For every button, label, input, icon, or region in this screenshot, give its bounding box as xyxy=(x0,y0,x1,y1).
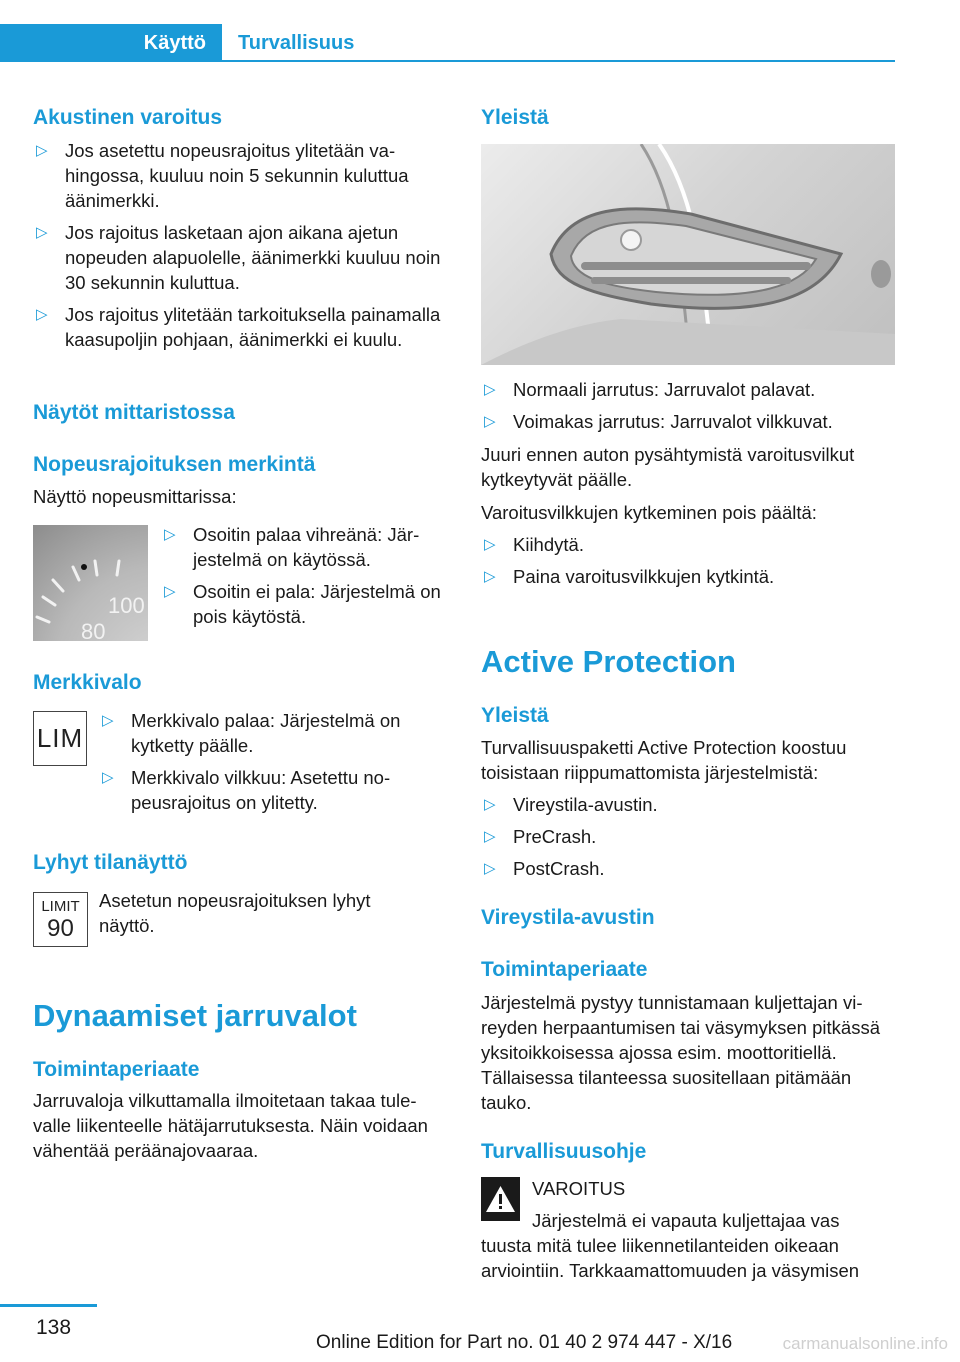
section-title-merkinta: Nopeusrajoituksen merkintä xyxy=(33,453,316,476)
triangle-bullet-icon: ▷ xyxy=(36,224,48,241)
list-item: ▷ Vireystila-avustin. xyxy=(484,794,658,815)
warning-label: VAROITUS xyxy=(532,1178,626,1199)
section-title-naytot: Näytöt mittaristossa xyxy=(33,401,235,424)
section-title-vireys: Vireystila-avustin xyxy=(481,906,655,929)
section-title-yleista-2: Yleistä xyxy=(481,704,549,727)
speedometer-image xyxy=(33,525,148,641)
triangle-bullet-icon: ▷ xyxy=(36,142,48,159)
page-number: 138 xyxy=(36,1316,72,1339)
brake-list xyxy=(481,377,896,441)
tail-light-image xyxy=(481,144,895,365)
gauge-label-80: 80 xyxy=(81,619,106,641)
section-title-akustinen: Akustinen varoitus xyxy=(33,106,223,129)
page-header xyxy=(0,0,895,62)
section-title-lyhyt: Lyhyt tilanäyttö xyxy=(33,851,188,874)
tab-kaytto[interactable]: Käyttö xyxy=(0,24,222,62)
triangle-bullet-icon: ▷ xyxy=(484,796,496,813)
list-item: ▷ Jos asetettu nopeusrajoitus ylitetään vahingossa, kuuluu noin 5 sekunnin kuluttua äänimerkki. xyxy=(36,140,409,211)
list-item: ▷ PostCrash. xyxy=(484,858,605,879)
triangle-bullet-icon: ▷ xyxy=(484,381,496,398)
warning-text-line-1: Järjestelmä ei vapauta kuljettajaa vas xyxy=(532,1210,840,1231)
triangle-bullet-icon: ▷ xyxy=(102,712,114,729)
section-title-ohje: Turvallisuusohje xyxy=(481,1140,647,1163)
merkinta-list xyxy=(161,522,451,636)
watermark: carmanualsonline.info xyxy=(782,1334,948,1353)
triangle-bullet-icon: ▷ xyxy=(164,526,176,543)
triangle-bullet-icon: ▷ xyxy=(484,568,496,585)
section-title-merkkivalo: Merkkivalo xyxy=(33,671,142,694)
list-item: ▷ PreCrash. xyxy=(484,826,597,847)
triangle-bullet-icon: ▷ xyxy=(164,583,176,600)
brake-para-2: Varoitusvilkkujen kytkeminen pois päältä: xyxy=(481,502,817,523)
section-title-active-protection: Active Protection xyxy=(481,644,736,679)
lyhyt-text: Asetetun nopeusrajoituksen lyhyt näyttö. xyxy=(99,890,371,936)
vireys-text: Järjestelmä pystyy tunnistamaan kuljettajan vireyden herpaantumisen tai väsymyksen pitkässä yksitoikkoisessa ajossa esim. moottoritiellä. Tällaisessa tilanteessa suositellaan pitämään tauko. xyxy=(481,992,880,1113)
list-item: ▷ Jos rajoitus lasketaan ajon aikana ajetun nopeuden alapuolelle, äänimerkki kuuluu noin 30 sekunnin kuluttua. xyxy=(36,222,441,293)
akustinen-list xyxy=(33,138,448,359)
merkinta-intro: Näyttö nopeusmittarissa: xyxy=(33,486,237,507)
footer-divider xyxy=(0,1304,97,1307)
list-item: ▷ Merkkivalo palaa: Järjestelmä on kytketty päälle. xyxy=(102,710,401,756)
list-item: ▷ Merkkivalo vilkkuu: Asetettu nopeusrajoitus on ylitetty. xyxy=(102,767,391,813)
warning-text-rest: tuusta mitä tulee liikennetilanteiden oikeaan arviointiin. Tarkkaamattomuuden ja väsymisen xyxy=(481,1235,860,1281)
limit-90-icon: LIMIT 90 xyxy=(33,892,88,947)
list-item: ▷ Jos rajoitus ylitetään tarkoituksella painamalla kaasupoljin pohjaan, äänimerkki ei kuulu. xyxy=(36,304,441,350)
section-title-dynaamiset: Dynaamiset jarruvalot xyxy=(33,998,357,1033)
brake-para-1: Juuri ennen auton pysähtymistä varoitusvilkut kytkeytyvät päälle. xyxy=(481,444,855,490)
section-title-toiminta: Toimintaperiaate xyxy=(33,1058,200,1081)
merkkivalo-list xyxy=(99,708,451,822)
triangle-bullet-icon: ▷ xyxy=(484,536,496,553)
section-title-yleista: Yleistä xyxy=(481,106,549,129)
list-item: ▷ Osoitin ei pala: Järjestelmä on pois käytöstä. xyxy=(164,581,441,627)
triangle-bullet-icon: ▷ xyxy=(484,413,496,430)
list-item: ▷ Kiihdytä. xyxy=(484,534,584,555)
section-title-toiminta-2: Toimintaperiaate xyxy=(481,958,648,981)
triangle-bullet-icon: ▷ xyxy=(484,828,496,845)
list-item: ▷ Normaali jarrutus: Jarruvalot palavat. xyxy=(484,379,816,400)
edition-text: Online Edition for Part no. 01 40 2 974 447 - X/16 xyxy=(316,1332,733,1353)
toiminta-text: Jarruvaloja vilkuttamalla ilmoitetaan takaa tulevalle liikenteelle hätäjarrutuksesta. Näin voidaan vähentää peräänajovaaraa. xyxy=(33,1090,428,1161)
triangle-bullet-icon: ▷ xyxy=(102,769,114,786)
tab-turvallisuus[interactable]: Turvallisuus xyxy=(238,32,355,54)
active-intro: Turvallisuuspaketti Active Protection koostuu toisistaan riippumattomista järjestelmistä: xyxy=(481,737,847,783)
warning-triangle-icon xyxy=(481,1177,520,1221)
header-divider xyxy=(222,60,895,62)
list-item: ▷ Paina varoitusvilkkujen kytkintä. xyxy=(484,566,775,587)
list-item: ▷ Osoitin palaa vihreänä: Järjestelmä on käytössä. xyxy=(164,524,420,570)
triangle-bullet-icon: ▷ xyxy=(36,306,48,323)
active-list xyxy=(481,792,896,888)
gauge-label-100: 100 xyxy=(108,593,145,618)
lim-indicator-icon: LIM xyxy=(33,711,87,766)
list-item: ▷ Voimakas jarrutus: Jarruvalot vilkkuvat. xyxy=(484,411,833,432)
triangle-bullet-icon: ▷ xyxy=(484,860,496,877)
hazard-off-list xyxy=(481,532,896,596)
